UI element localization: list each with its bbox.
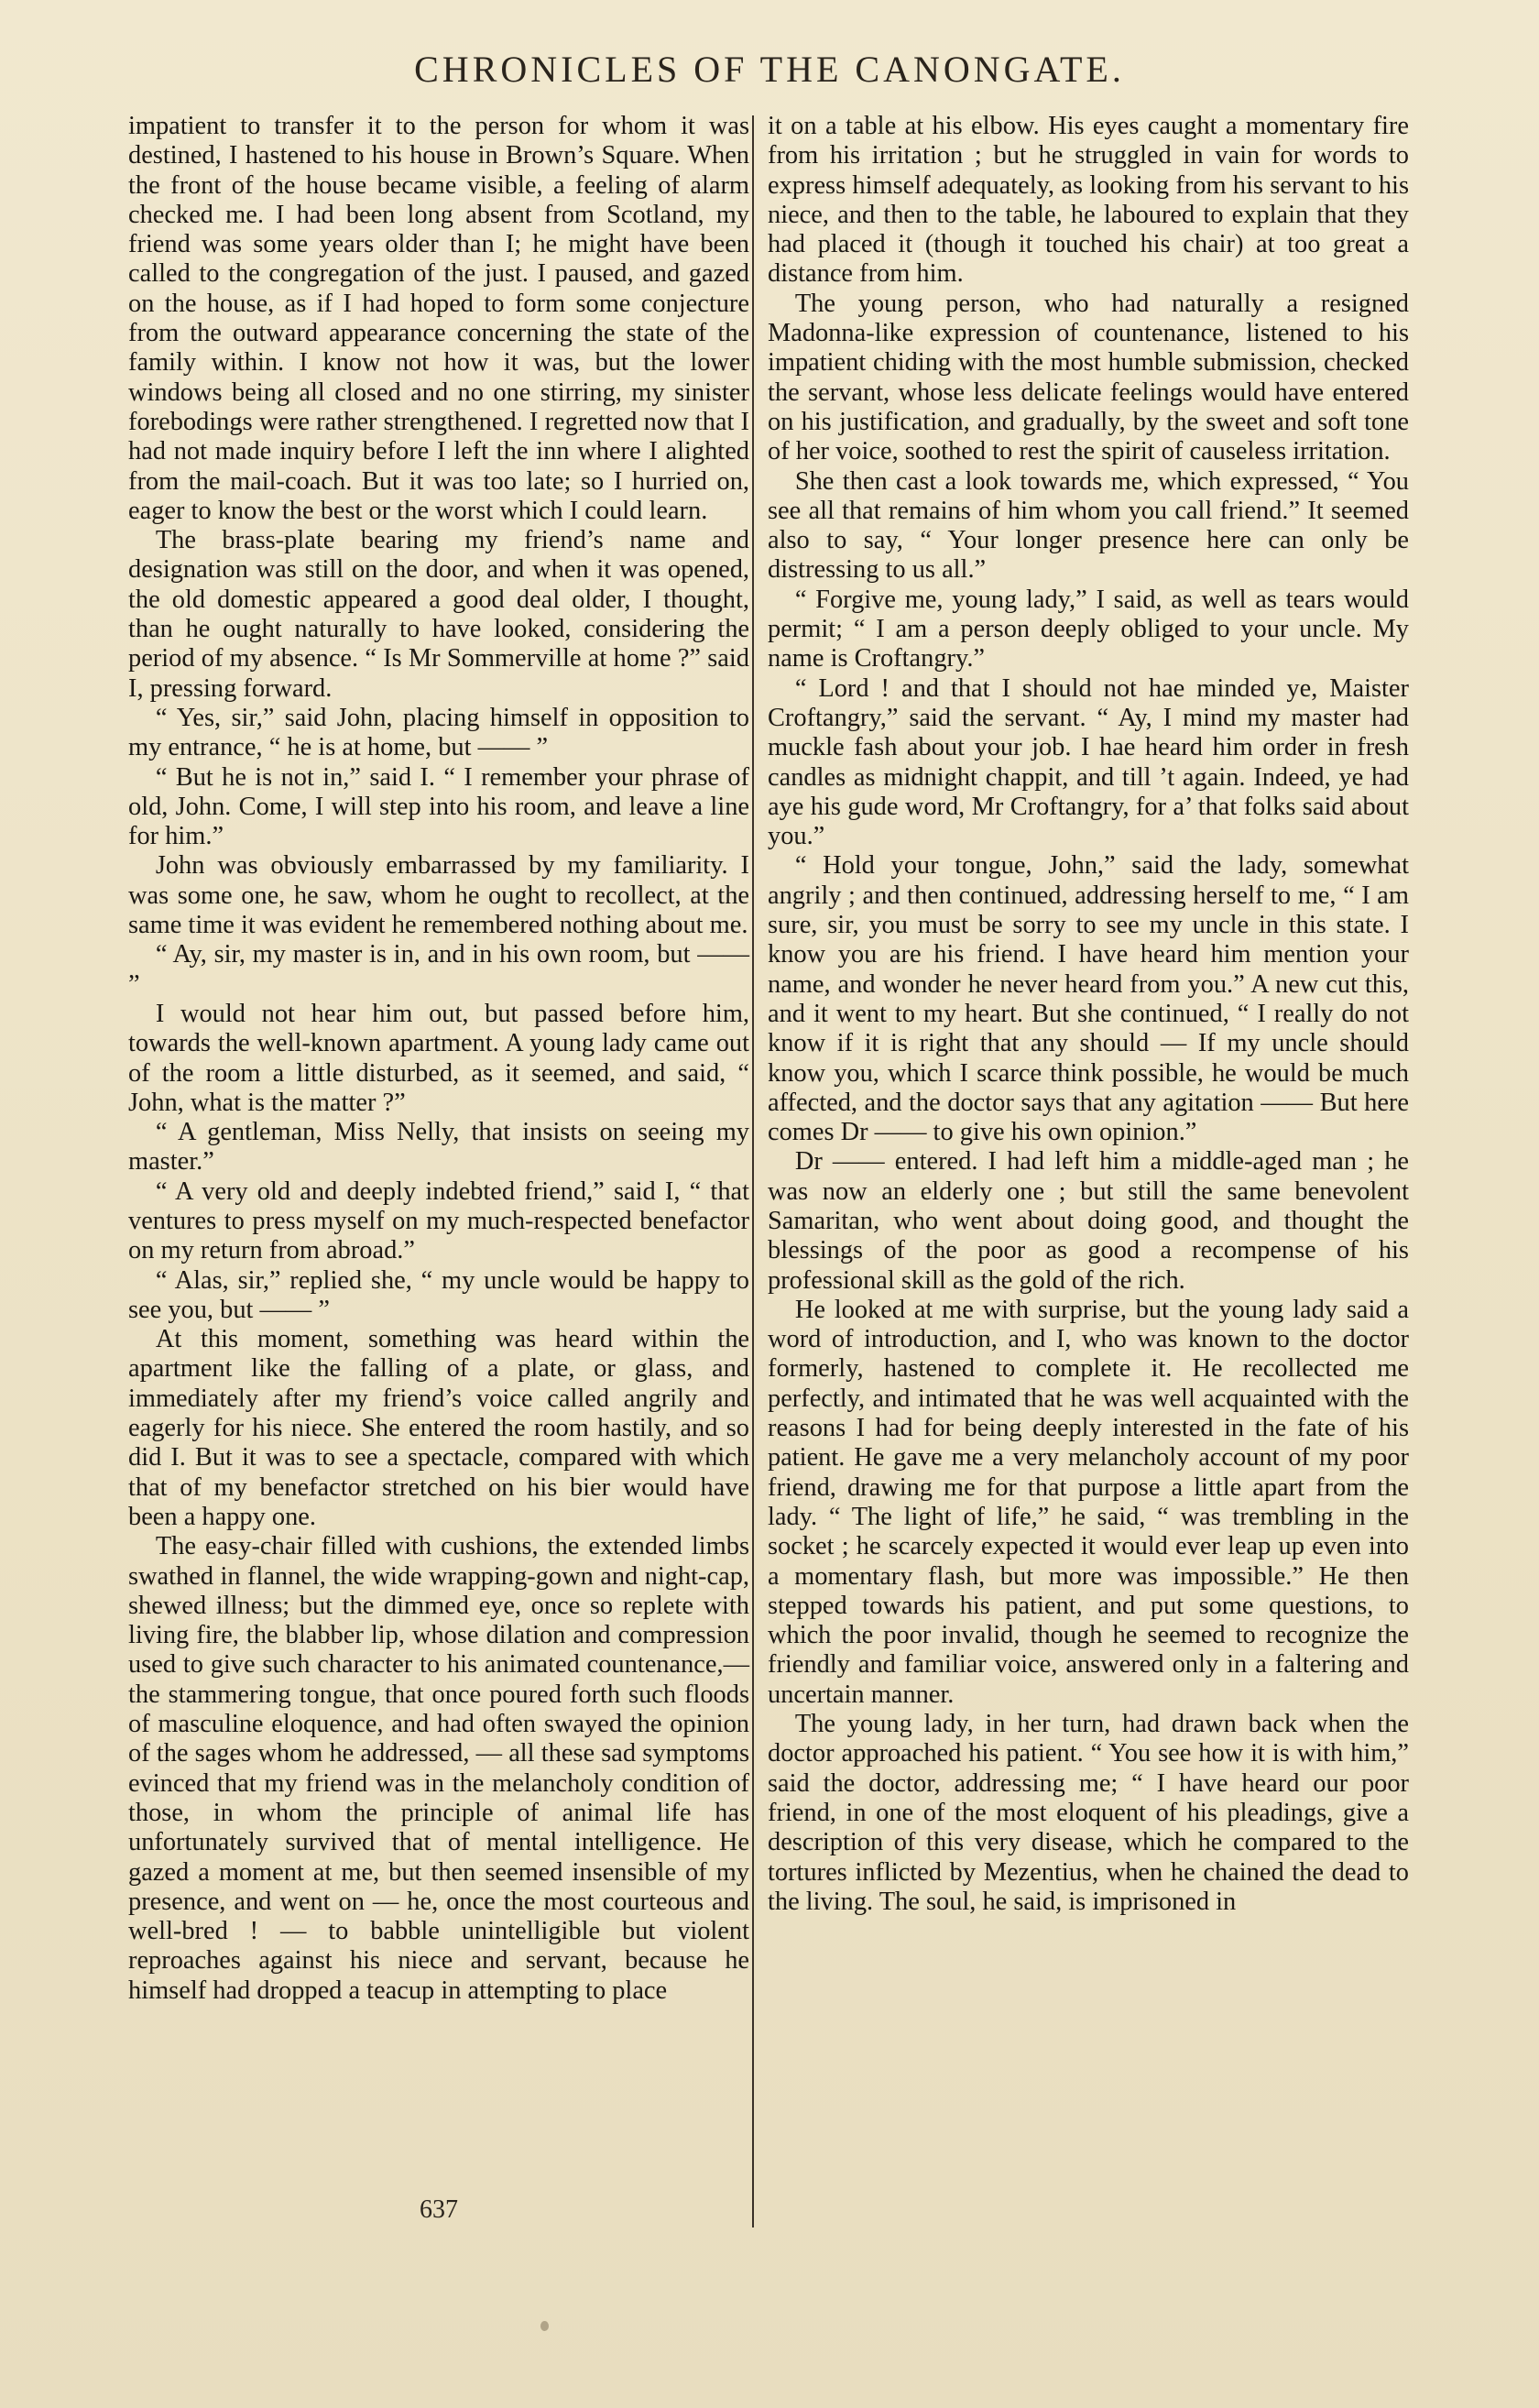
paragraph: The easy-chair filled with cushions, the extended limbs swathed in flannel, the wide wrapping-gown and night-cap, shewed illness; but the dimmed eye, once so replete with living fire, the blabber lip, whose dilation and compression used to give such character to his animated countenance,—the stammering tongue, that once poured forth such floods of masculine eloquence, and had often swayed the opinion of the sages whom he addressed, — all these sad symptoms evinced that my friend was in the melancholy condition of those, in whom the principle of animal life has unfortunately survived that of mental intelligence. He gazed a moment at me, but then seemed insensible of my presence, and went on — he, once the most courteous and well-bred ! — to babble unintelligible but violent reproaches against his niece and servant, because he himself had dropped a teacup in attempting to place — [128, 1532, 749, 2005]
paragraph: She then cast a look towards me, which expressed, “ You see all that remains of him whom you call friend.” It seemed also to say, “ Your longer presence here can only be distressing to us all.” — [768, 466, 1409, 585]
paragraph: He looked at me with surprise, but the young lady said a word of introduction, and I, who was known to the doctor formerly, hastened to complete it. He recollected me perfectly, and intimated that he was well acquainted with the reasons I had for being deeply interested in the fate of his patient. He gave me a very melancholy account of my poor friend, drawing me for that purpose a little apart from the lady. “ The light of life,” he said, “ was trembling in the socket ; he scarcely expected it would ever leap up even into a momentary flash, but more was impossible.” He then stepped towards his patient, and put some questions, to which the poor invalid, though he seemed to recognize the friendly and familiar voice, answered only in a faltering and uncertain manner. — [768, 1295, 1409, 1709]
paragraph: I would not hear him out, but passed before him, towards the well-known apartment. A young lady came out of the room a little disturbed, as it seemed, and said, “ John, what is the matter ?” — [128, 999, 749, 1117]
paragraph: “ Yes, sir,” said John, placing himself in opposition to my entrance, “ he is at home, but —— ” — [128, 703, 749, 762]
right-column — [768, 112, 1409, 1917]
paragraph: The young lady, in her turn, had drawn back when the doctor approached his patient. “ You see how it is with him,” said the doctor, addressing me; “ I have heard our poor friend, in one of the most eloquent of his pleadings, give a description of this very disease, which he compared to the tortures inflicted by Mezentius, when he chained the dead to the living. The soul, he said, is imprisoned in — [768, 1710, 1409, 1916]
paragraph: “ Hold your tongue, John,” said the lady, somewhat angrily ; and then continued, addressing herself to me, “ I am sure, sir, you must be sorry to see my uncle in this state. I know you are his friend. I have heard him mention your name, and wonder he never heard from you.” A new cut this, and it went to my heart. But she continued, “ I really do not know if it is right that any should — If my uncle should know you, which I scarce think possible, he would be much affected, and the doctor says that any agitation —— But here comes Dr —— to give his own opinion.” — [768, 851, 1409, 1147]
paragraph: “ A gentleman, Miss Nelly, that insists on seeing my master.” — [128, 1118, 749, 1177]
left-column — [128, 112, 749, 2006]
paragraph: John was obviously embarrassed by my familiarity. I was some one, he saw, whom he ought to recollect, at the same time it was evident he remembered nothing about me. — [128, 851, 749, 940]
paragraph: “ But he is not in,” said I. “ I remember your phrase of old, John. Come, I will step into his room, and leave a line for him.” — [128, 762, 749, 851]
paragraph: “ A very old and deeply indebted friend,” said I, “ that ventures to press myself on my much-respected benefactor on my return from abroad.” — [128, 1177, 749, 1265]
paragraph: Dr —— entered. I had left him a middle-aged man ; he was now an elderly one ; but still the same benevolent Samaritan, who went about doing good, and thought the blessings of the poor as good a recompense of his professional skill as the gold of the rich. — [768, 1147, 1409, 1295]
paragraph: “ Forgive me, young lady,” I said, as well as tears would permit; “ I am a person deeply obliged to your uncle. My name is Croftangry.” — [768, 585, 1409, 673]
paragraph: “ Alas, sir,” replied she, “ my uncle would be happy to see you, but —— ” — [128, 1265, 749, 1324]
paper-speck — [540, 2321, 549, 2331]
paragraph: “ Ay, sir, my master is in, and in his own room, but —— ” — [128, 940, 749, 999]
paragraph: At this moment, something was heard within the apartment like the falling of a plate, or glass, and immediately after my friend’s voice called angrily and eagerly for his niece. She entered the room hastily, and so did I. But it was to see a spectacle, compared with which that of my benefactor stretched on his bier would have been a happy one. — [128, 1325, 749, 1531]
paragraph: The young person, who had naturally a resigned Madonna-like expression of countenance, listened to his impatient chiding with the most humble submission, checked the servant, whose less delicate feelings would have entered on his justification, and gradually, by the sweet and soft tone of her voice, soothed to rest the spirit of causeless irritation. — [768, 289, 1409, 466]
column-divider — [752, 115, 754, 2227]
paragraph: it on a table at his elbow. His eyes caught a momentary fire from his irritation ; but he struggled in vain for words to express himself adequately, as looking from his servant to his niece, and then to the table, he laboured to explain that they had placed it (though it touched his chair) at too great a distance from him. — [768, 112, 1409, 289]
paragraph: impatient to transfer it to the person for whom it was destined, I hastened to his house in Brown’s Square. When the front of the house became visible, a feeling of alarm checked me. I had been long absent from Scotland, my friend was some years older than I; he might have been called to the congregation of the just. I paused, and gazed on the house, as if I had hoped to form some conjecture from the outward appearance concerning the state of the family within. I know not how it was, but the lower windows being all closed and no one stirring, my sinister forebodings were rather strengthened. I regretted now that I had not made inquiry before I left the inn where I alighted from the mail-coach. But it was too late; so I hurried on, eager to know the best or the worst which I could learn. — [128, 112, 749, 525]
paragraph: The brass-plate bearing my friend’s name and designation was still on the door, and when it was opened, the old domestic appeared a good deal older, I thought, than he ought naturally to have looked, considering the period of my absence. “ Is Mr Sommerville at home ?” said I, pressing forward. — [128, 526, 749, 703]
paragraph: “ Lord ! and that I should not hae minded ye, Maister Croftangry,” said the servant. “ Ay, I mind my master had muckle fash about your job. I hae heard him order in fresh candles as midnight chappit, and till ’t again. Indeed, ye had aye his gude word, Mr Croftangry, for a’ that folks said about you.” — [768, 673, 1409, 851]
running-title: CHRONICLES OF THE CANONGATE. — [414, 49, 1125, 90]
page-number: 637 — [420, 2195, 458, 2224]
